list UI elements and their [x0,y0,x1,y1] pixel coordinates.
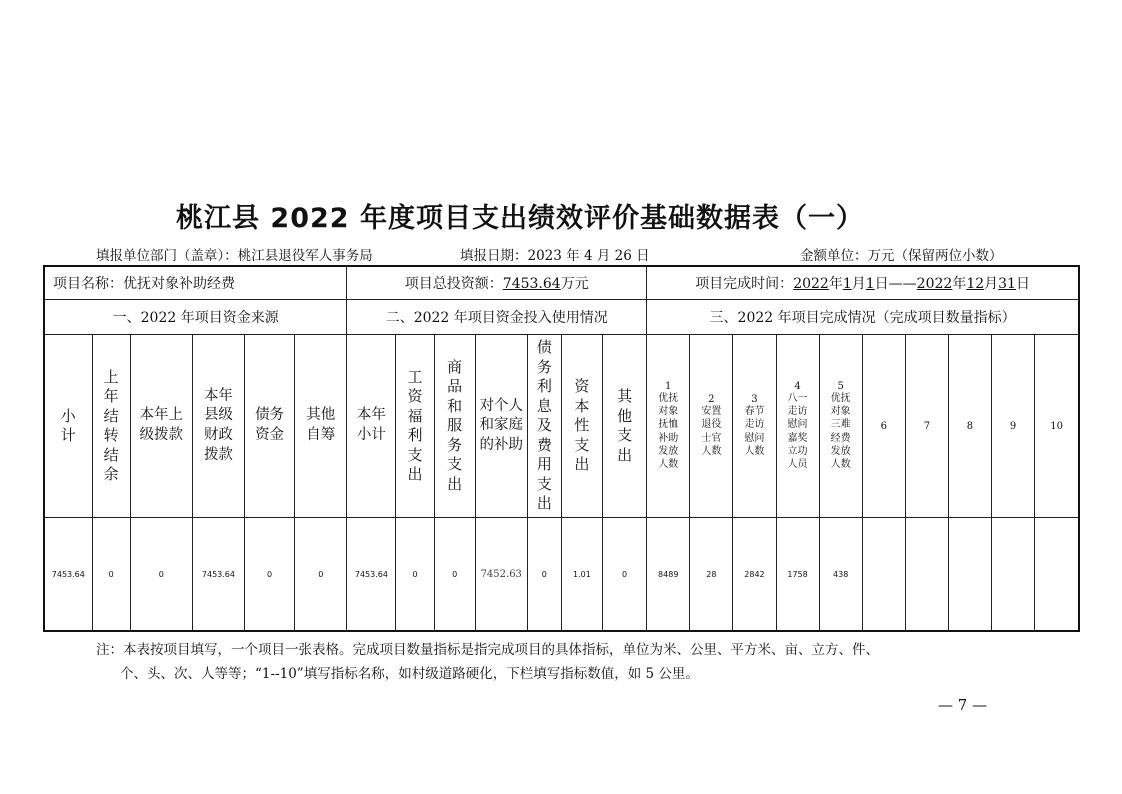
end-month: 12 [966,276,985,292]
data-cell: 0 [295,518,347,632]
indicator-4 [776,335,819,518]
indicator-number: 4 [794,380,801,392]
header-goods-services [434,335,475,518]
indicator-5 [819,335,862,518]
page-number: — 7 — [938,696,988,714]
month-char: 月 [984,276,999,292]
header-text: 其他支出 [617,387,633,464]
data-cell [948,518,991,632]
currency-unit: 金额单位：万元（保留两位小数） [800,248,1003,264]
invest-label: 项目总投资额： [404,276,503,292]
start-day: 1 [865,276,875,292]
indicator-number: 3 [751,394,758,406]
header-debt-interest [527,335,561,518]
data-cell: 8489 [647,518,690,632]
header-text: 商品和服务支出 [447,357,463,493]
header-prior-balance [92,335,130,518]
data-cell [1035,518,1079,632]
invest-unit: 万元 [560,276,589,292]
year-char: 年 [828,276,843,292]
date-dash: 日—— [874,276,917,292]
header-text: 其他自筹 [306,407,336,443]
data-cell: 2842 [733,518,776,632]
indicator-1 [647,335,690,518]
header-other [603,335,647,518]
end-year: 2022 [916,276,953,292]
section-funding-usage: 二、2022 年项目资金投入使用情况 [347,300,647,335]
indicator-8: 8 [948,335,991,518]
header-text: 债务利息及费用支出 [536,338,552,513]
indicator-7: 7 [905,335,948,518]
indicator-text: 春节走访慰问人数 [744,406,765,457]
header-text: 工资福利支出 [407,367,423,483]
data-cell [862,518,905,632]
data-cell: 0 [396,518,434,632]
indicator-number: 1 [665,380,672,392]
section-funding-source: 一、2022 年项目资金来源 [44,300,347,335]
indicator-6: 6 [862,335,905,518]
project-name-value: 优抚对象补助经费 [123,276,235,292]
data-cell: 1.01 [561,518,602,632]
indicator-number: 5 [837,380,844,392]
month-char: 月 [851,276,866,292]
data-cell: 0 [527,518,561,632]
data-cell [992,518,1035,632]
footnote-line: 个、头、次、人等等；“1--10”填写指标名称，如村级道路硬化，下栏填写指标数值，如 5 公里。 [120,666,699,682]
indicator-9: 9 [992,335,1035,518]
indicator-2 [690,335,733,518]
start-month: 1 [842,276,852,292]
start-year: 2022 [793,276,829,292]
data-cell: 0 [130,518,192,632]
header-text: 上年结转结余 [103,367,119,483]
header-text: 小计 [60,406,76,444]
header-wages [396,335,434,518]
data-cell: 7453.64 [44,518,92,632]
page-title: 桃江县 2022 年度项目支出绩效评价基础数据表（一） [176,203,864,234]
day-char: 日 [1015,276,1030,292]
data-cell [905,518,948,632]
filing-date: 填报日期：2023 年 4 月 26 日 [460,248,650,264]
header-text: 本年上级拨款 [139,407,184,443]
indicator-text: 优抚对象三难经费发放人数 [830,392,851,470]
table-row [44,518,1079,632]
end-day: 31 [998,276,1016,292]
header-capital [561,335,602,518]
data-cell: 7452.63 [475,518,527,632]
data-cell: 7453.64 [347,518,396,632]
data-cell: 28 [690,518,733,632]
indicator-10: 10 [1035,335,1079,518]
indicator-text: 八一走访慰问嘉奖立功人员 [787,392,808,470]
time-label: 项目完成时间： [695,276,794,292]
header-text: 本年小计 [356,407,386,443]
header-text: 本年县级财政拨款 [203,387,233,463]
data-cell: 0 [434,518,475,632]
project-name-cell [44,266,347,300]
header-individual-subsidy [475,335,527,518]
data-cell: 0 [245,518,295,632]
header-text: 对个人和家庭的补助 [479,397,523,453]
footnote [96,638,879,686]
header-county-grant [192,335,244,518]
data-cell: 0 [92,518,130,632]
year-char: 年 [952,276,967,292]
project-name-label: 项目名称： [53,276,123,292]
indicator-3 [733,335,776,518]
header-year-subtotal [347,335,396,518]
data-cell: 0 [603,518,647,632]
header-debt-funds [245,335,295,518]
section-completion: 三、2022 年项目完成情况（完成项目数量指标） [647,300,1079,335]
header-superior-grant [130,335,192,518]
header-subtotal [44,335,92,518]
data-cell: 1758 [776,518,819,632]
footnote-line: 注：本表按项目填写，一个项目一张表格。完成项目数量指标是指完成项目的具体指标，单位为米、公里、平方米、亩、立方、件、 [96,642,879,658]
invest-value: 7453.64 [502,276,561,292]
filing-unit: 填报单位部门（盖章）：桃江县退役军人事务局 [96,248,373,264]
indicator-text: 安置退役士官人数 [701,406,722,457]
header-self-raised [295,335,347,518]
header-text: 债务资金 [255,407,285,443]
data-cell: 438 [819,518,862,632]
indicator-text: 优抚对象抚恤补助发放人数 [658,392,679,470]
data-cell: 7453.64 [192,518,244,632]
indicator-number: 2 [708,394,715,406]
project-invest-cell [347,266,647,300]
project-time-cell [647,266,1079,300]
header-text: 资本性支出 [574,377,590,474]
data-table [43,265,1080,632]
